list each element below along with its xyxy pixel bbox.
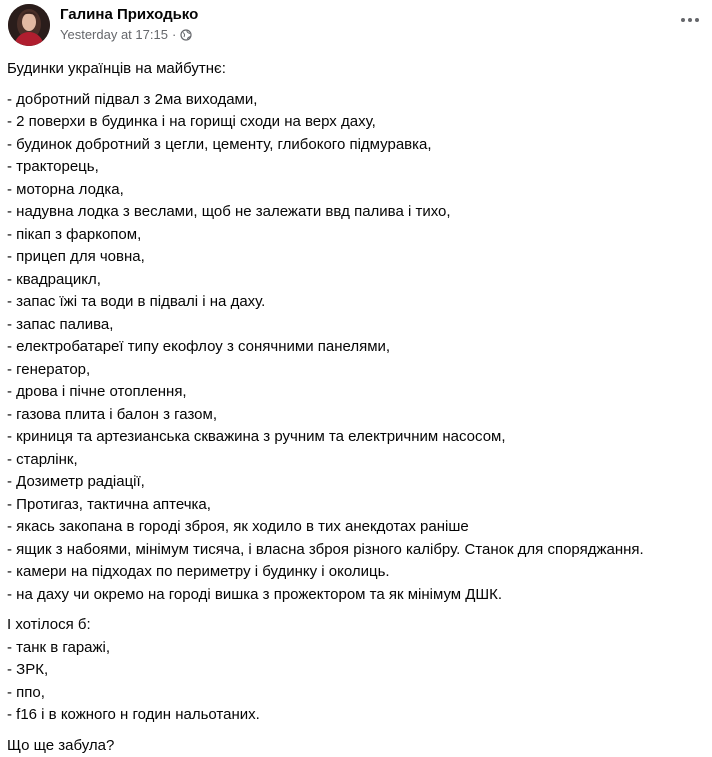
list-item: - будинок добротний з цегли, цементу, глибокого підмуравка, xyxy=(7,134,707,157)
list-item: - якась закопана в городі зброя, як ходило в тих анекдотах раніше xyxy=(7,516,707,539)
list-item: - квадрацикл, xyxy=(7,269,707,292)
list-item: - моторна лодка, xyxy=(7,179,707,202)
list-item: - 2 поверхи в будинка і на горищі сходи на верх даху, xyxy=(7,111,707,134)
list-item: - криниця та артезианська скважина з ручним та електричним насосом, xyxy=(7,426,707,449)
wish-section xyxy=(7,614,707,727)
post-intro: Будинки українців на майбутнє: xyxy=(7,58,707,81)
list-item: - дрова і пічне отоплення, xyxy=(7,381,707,404)
list-item: - тракторець, xyxy=(7,156,707,179)
post-header xyxy=(8,4,704,48)
wish-heading: І хотілося б: xyxy=(7,614,707,637)
list-item: - прицеп для човна, xyxy=(7,246,707,269)
list-item: - старлінк, xyxy=(7,449,707,472)
list-item: - добротний підвал з 2ма виходами, xyxy=(7,89,707,112)
list-item: - пікап з фаркопом, xyxy=(7,224,707,247)
house-list xyxy=(7,89,707,607)
list-item: - камери на підходах по периметру і будинку і околиць. xyxy=(7,561,707,584)
wish-list xyxy=(7,637,707,727)
list-item: - генератор, xyxy=(7,359,707,382)
more-options-icon[interactable] xyxy=(676,10,704,30)
list-item: - електробатареї типу екофлоу з сонячними панелями, xyxy=(7,336,707,359)
list-item: - на даху чи окремо на городі вишка з прожектором та як мінімум ДШК. xyxy=(7,584,707,607)
list-item: - запас їжі та води в підвалі і на даху. xyxy=(7,291,707,314)
list-item: - Дозиметр радіації, xyxy=(7,471,707,494)
list-item: - Протигаз, тактична аптечка, xyxy=(7,494,707,517)
post-meta xyxy=(60,27,192,42)
globe-icon xyxy=(180,29,192,41)
list-item: - танк в гаражі, xyxy=(7,637,707,660)
list-item: - ящик з набоями, мінімум тисяча, і власна зброя різного калібру. Станок для споряджання. xyxy=(7,539,707,562)
author-name[interactable]: Галина Приходько xyxy=(60,6,198,23)
list-item: - надувна лодка з веслами, щоб не залежати ввд палива і тихо, xyxy=(7,201,707,224)
post-body xyxy=(7,58,707,757)
list-item: - ЗРК, xyxy=(7,659,707,682)
timestamp[interactable]: Yesterday at 17:15 xyxy=(60,27,168,42)
post-outro: Що ще забула? xyxy=(7,735,707,757)
avatar[interactable] xyxy=(8,4,50,46)
separator: · xyxy=(172,27,176,42)
list-item: - f16 і в кожного н годин нальотаних. xyxy=(7,704,707,727)
list-item: - ппо, xyxy=(7,682,707,705)
list-item: - запас палива, xyxy=(7,314,707,337)
list-item: - газова плита і балон з газом, xyxy=(7,404,707,427)
